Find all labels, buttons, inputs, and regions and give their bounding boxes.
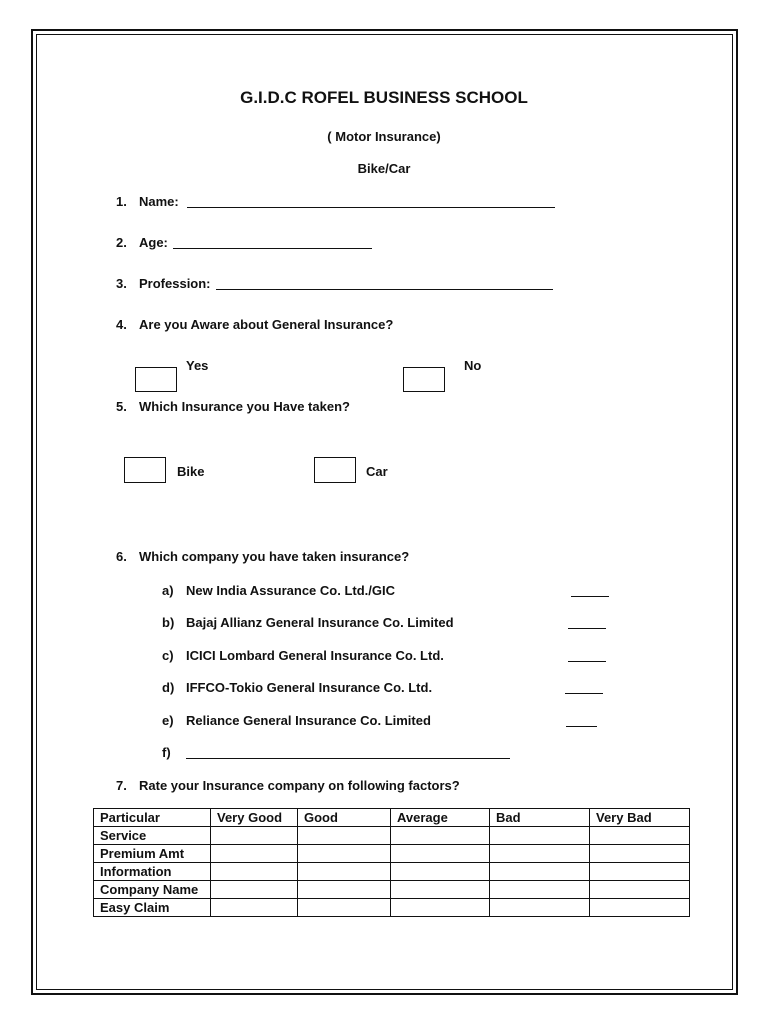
rating-cell[interactable]	[590, 881, 690, 899]
rating-cell[interactable]	[211, 845, 298, 863]
rating-cell[interactable]	[211, 827, 298, 845]
rating-cell[interactable]	[211, 899, 298, 917]
rating-cell[interactable]	[590, 845, 690, 863]
rating-cell[interactable]	[391, 827, 490, 845]
option-new-india: New India Assurance Co. Ltd./GIC	[186, 583, 395, 598]
option-letter: c)	[162, 648, 174, 663]
yes-checkbox[interactable]	[135, 367, 177, 392]
car-checkbox[interactable]	[314, 457, 356, 483]
no-checkbox[interactable]	[403, 367, 445, 392]
rating-cell[interactable]	[490, 827, 590, 845]
yes-label: Yes	[186, 358, 209, 373]
vehicle-type: Bike/Car	[357, 161, 411, 176]
rating-cell[interactable]	[211, 881, 298, 899]
q3-number: 3.	[116, 276, 127, 291]
bike-checkbox[interactable]	[124, 457, 166, 483]
row-label-premium-amt: Premium Amt	[94, 845, 211, 863]
option-icici-lombard-mark[interactable]	[568, 661, 606, 662]
header-very-bad: Very Bad	[590, 809, 690, 827]
q7-label: Rate your Insurance company on following factors?	[139, 778, 460, 793]
q6-number: 6.	[116, 549, 127, 564]
header-good: Good	[298, 809, 391, 827]
rating-cell[interactable]	[490, 881, 590, 899]
q2-label: Age:	[139, 235, 168, 250]
option-bajaj-allianz: Bajaj Allianz General Insurance Co. Limited	[186, 615, 454, 630]
table-row	[94, 863, 690, 881]
q4-number: 4.	[116, 317, 127, 332]
option-new-india-mark[interactable]	[571, 596, 609, 597]
header-very-good: Very Good	[211, 809, 298, 827]
option-letter: f)	[162, 745, 171, 760]
rating-cell[interactable]	[391, 863, 490, 881]
option-letter: b)	[162, 615, 175, 630]
option-letter: e)	[162, 713, 174, 728]
option-bajaj-allianz-mark[interactable]	[568, 628, 606, 629]
rating-cell[interactable]	[211, 863, 298, 881]
q5-number: 5.	[116, 399, 127, 414]
header-bad: Bad	[490, 809, 590, 827]
age-field[interactable]	[173, 248, 372, 249]
profession-field[interactable]	[216, 289, 553, 290]
option-letter: d)	[162, 680, 175, 695]
header-particular: Particular	[94, 809, 211, 827]
rating-cell[interactable]	[298, 845, 391, 863]
rating-cell[interactable]	[490, 899, 590, 917]
page-subtitle: ( Motor Insurance)	[327, 129, 441, 144]
q5-label: Which Insurance you Have taken?	[139, 399, 350, 414]
option-iffco-tokio: IFFCO-Tokio General Insurance Co. Ltd.	[186, 680, 433, 695]
q3-label: Profession:	[139, 276, 211, 291]
rating-cell[interactable]	[298, 827, 391, 845]
page-title: G.I.D.C ROFEL BUSINESS SCHOOL	[240, 88, 528, 107]
table-row	[94, 881, 690, 899]
rating-cell[interactable]	[298, 881, 391, 899]
rating-cell[interactable]	[490, 863, 590, 881]
rating-cell[interactable]	[391, 881, 490, 899]
table-row	[94, 827, 690, 845]
option-reliance: Reliance General Insurance Co. Limited	[186, 713, 431, 728]
no-label: No	[464, 358, 482, 373]
rating-table	[93, 808, 690, 917]
row-label-information: Information	[94, 863, 211, 881]
row-label-company-name: Company Name	[94, 881, 211, 899]
name-field[interactable]	[187, 207, 555, 208]
q4-label: Are you Aware about General Insurance?	[139, 317, 394, 332]
row-label-service: Service	[94, 827, 211, 845]
q7-number: 7.	[116, 778, 127, 793]
rating-cell[interactable]	[391, 845, 490, 863]
q2-number: 2.	[116, 235, 127, 250]
car-label: Car	[366, 464, 388, 479]
bike-label: Bike	[177, 464, 205, 479]
q6-label: Which company you have taken insurance?	[139, 549, 410, 564]
option-icici-lombard: ICICI Lombard General Insurance Co. Ltd.	[186, 648, 444, 663]
rating-cell[interactable]	[590, 863, 690, 881]
option-reliance-mark[interactable]	[566, 726, 597, 727]
header-average: Average	[391, 809, 490, 827]
option-other-field[interactable]	[186, 758, 510, 759]
rating-cell[interactable]	[298, 899, 391, 917]
row-label-easy-claim: Easy Claim	[94, 899, 211, 917]
rating-cell[interactable]	[298, 863, 391, 881]
table-row	[94, 899, 690, 917]
rating-cell[interactable]	[391, 899, 490, 917]
rating-cell[interactable]	[590, 827, 690, 845]
option-letter: a)	[162, 583, 174, 598]
q1-number: 1.	[116, 194, 127, 209]
q1-label: Name:	[139, 194, 179, 209]
rating-cell[interactable]	[590, 899, 690, 917]
table-header-row	[94, 809, 690, 827]
table-row	[94, 845, 690, 863]
option-iffco-tokio-mark[interactable]	[565, 693, 603, 694]
rating-cell[interactable]	[490, 845, 590, 863]
